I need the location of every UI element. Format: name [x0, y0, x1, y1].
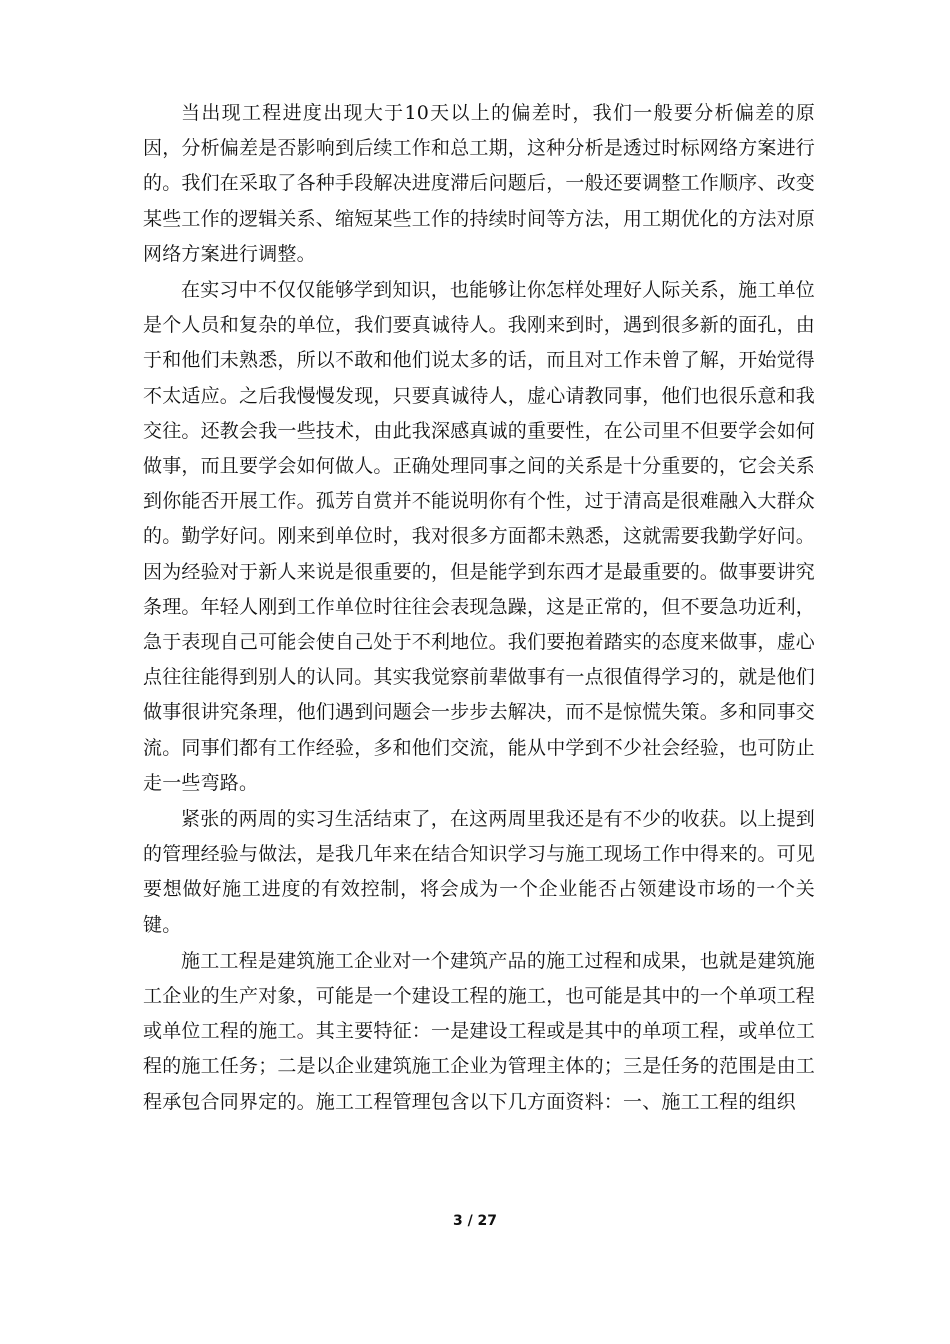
paragraph-interpersonal-relations: 在实习中不仅仅能够学到知识，也能够让你怎样处理好人际关系，施工单位是个人员和复杂的单位，我们要真诚待人。我刚来到时，遇到很多新的面孔，由于和他们未熟悉，所以不敢和他们说太多的话，而且对工作未曾了解，开始觉得不太适应。之后我慢慢发现，只要真诚待人，虚心请教同事，他们也很乐意和我交往。还教会我一些技术，由此我深感真诚的重要性，在公司里不但要学会如何做事，而且要学会如何做人。正确处理同事之间的关系是十分重要的，它会关系到你能否开展工作。孤芳自赏并不能说明你有个性，过于清高是很难融入大群众的。勤学好问。刚来到单位时，我对很多方面都未熟悉，这就需要我勤学好问。因为经验对于新人来说是很重要的，但是能学到东西才是最重要的。做事要讲究条理。年轻人刚到工作单位时往往会表现急躁，这是正常的，但不要急功近利，急于表现自己可能会使自己处于不利地位。我们要抱着踏实的态度来做事，虚心点往往能得到别人的认同。其实我觉察前辈做事有一点很值得学习的，就是他们做事很讲究条理，他们遇到问题会一步步去解决，而不是惊慌失策。多和同事交流。同事们都有工作经验，多和他们交流，能从中学到不少社会经验，也可防止走一些弯路。: [143, 279, 816, 794]
document-body: [143, 96, 815, 1120]
paragraph-internship-summary: 紧张的两周的实习生活结束了，在这两周里我还是有不少的收获。以上提到的管理经验与做法，是我几年来在结合知识学习与施工现场工作中得来的。可见要想做好施工进度的有效控制，将会成为一个企业能否占领建设市场的一个关键。: [143, 808, 816, 936]
paragraph-schedule-deviation: 当出现工程进度出现大于10天以上的偏差时，我们一般要分析偏差的原因，分析偏差是否影响到后续工作和总工期，这种分析是透过时标网络方案进行的。我们在采取了各种手段解决进度滞后问题后，一般还要调整工作顺序、改变某些工作的逻辑关系、缩短某些工作的持续时间等方法，用工期优化的方法对原网络方案进行调整。: [143, 102, 816, 265]
paragraph-construction-project: 施工工程是建筑施工企业对一个建筑产品的施工过程和成果，也就是建筑施工企业的生产对象，可能是一个建设工程的施工，也可能是其中的一个单项工程或单位工程的施工。其主要特征：一是建设工程或是其中的单项工程，或单位工程的施工任务；二是以企业建筑施工企业为管理主体的；三是任务的范围是由工程承包合同界定的。施工工程管理包含以下几方面资料：一、施工工程的组织: [143, 949, 816, 1113]
page-number: 3 / 27: [452, 1213, 498, 1229]
